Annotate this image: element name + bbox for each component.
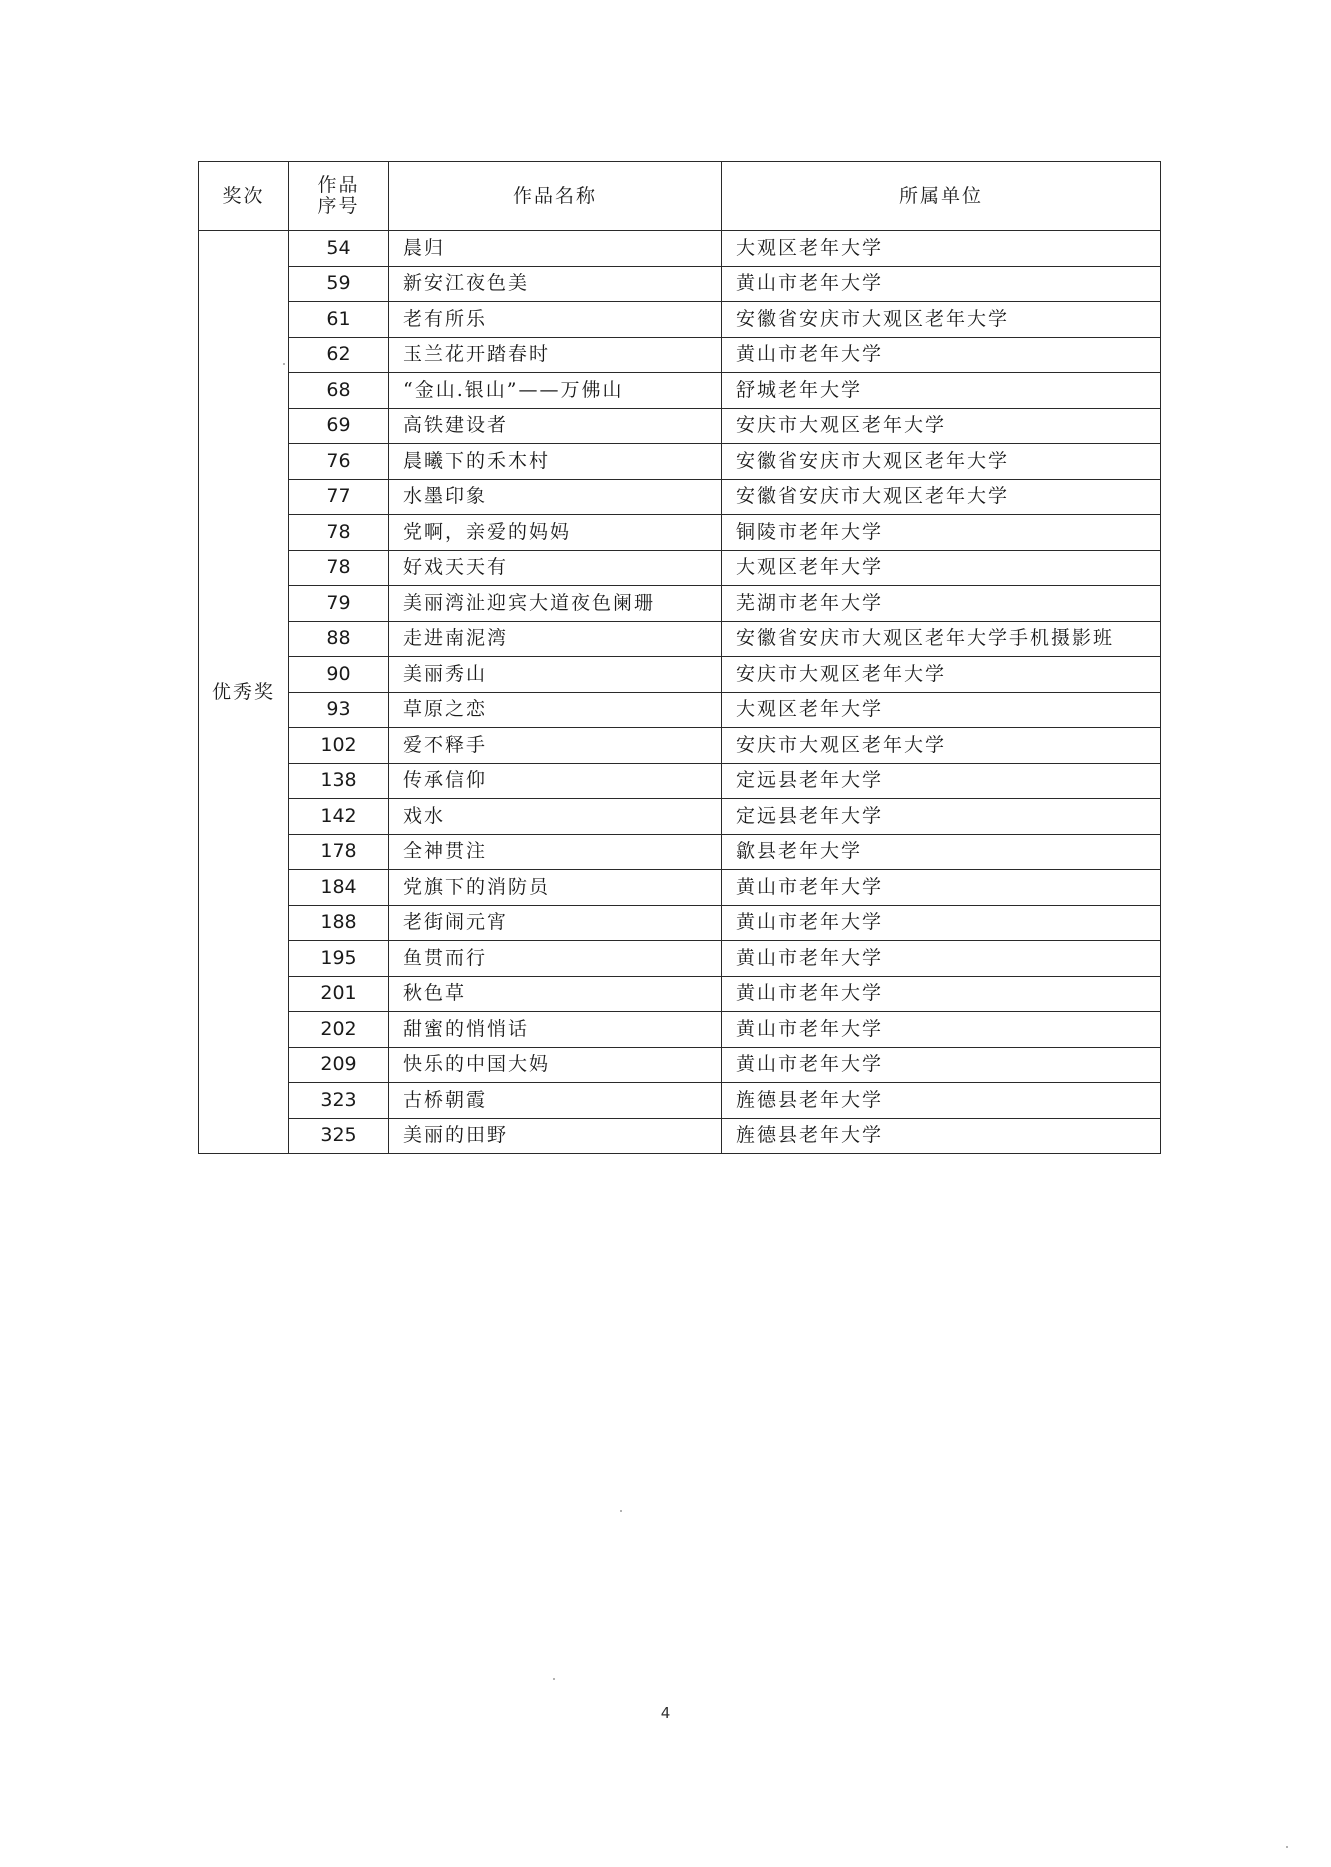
table-row bbox=[199, 657, 1161, 693]
entry-seq-cell: 77 bbox=[289, 479, 389, 515]
entry-unit-cell: 芜湖市老年大学 bbox=[722, 586, 1161, 622]
entry-title-cell: 好戏天天有 bbox=[389, 550, 722, 586]
entry-unit-cell: 铜陵市老年大学 bbox=[722, 515, 1161, 551]
scan-speck bbox=[553, 1678, 555, 1680]
entry-seq-cell: 76 bbox=[289, 444, 389, 480]
entry-title-cell: 走进南泥湾 bbox=[389, 621, 722, 657]
entry-title-cell: 甜蜜的悄悄话 bbox=[389, 1012, 722, 1048]
entry-unit-cell: 安徽省安庆市大观区老年大学 bbox=[722, 479, 1161, 515]
entry-unit-cell: 安徽省安庆市大观区老年大学手机摄影班 bbox=[722, 621, 1161, 657]
entry-unit-cell: 安庆市大观区老年大学 bbox=[722, 408, 1161, 444]
table-row bbox=[199, 728, 1161, 764]
entry-unit-cell: 黄山市老年大学 bbox=[722, 1047, 1161, 1083]
entry-seq-cell: 201 bbox=[289, 976, 389, 1012]
table-row bbox=[199, 1047, 1161, 1083]
entry-unit-cell: 大观区老年大学 bbox=[722, 692, 1161, 728]
entry-seq-cell: 68 bbox=[289, 373, 389, 409]
entry-unit-cell: 黄山市老年大学 bbox=[722, 905, 1161, 941]
entry-unit-cell: 安庆市大观区老年大学 bbox=[722, 657, 1161, 693]
header-unit: 所属单位 bbox=[722, 162, 1161, 231]
entry-title-cell: 玉兰花开踏春时 bbox=[389, 337, 722, 373]
entry-unit-cell: 黄山市老年大学 bbox=[722, 1012, 1161, 1048]
entry-title-cell: 秋色草 bbox=[389, 976, 722, 1012]
table-row bbox=[199, 515, 1161, 551]
entry-title-cell: 老有所乐 bbox=[389, 302, 722, 338]
table-row bbox=[199, 479, 1161, 515]
entry-seq-cell: 138 bbox=[289, 763, 389, 799]
table-row bbox=[199, 550, 1161, 586]
entry-seq-cell: 184 bbox=[289, 870, 389, 906]
table-row bbox=[199, 586, 1161, 622]
entry-seq-cell: 102 bbox=[289, 728, 389, 764]
entry-title-cell: “金山.银山”——万佛山 bbox=[389, 373, 722, 409]
entry-title-cell: 党啊，亲爱的妈妈 bbox=[389, 515, 722, 551]
table-row bbox=[199, 231, 1161, 267]
entry-seq-cell: 323 bbox=[289, 1083, 389, 1119]
entry-seq-cell: 78 bbox=[289, 515, 389, 551]
entry-seq-cell: 78 bbox=[289, 550, 389, 586]
header-seq bbox=[289, 162, 389, 231]
entry-unit-cell: 大观区老年大学 bbox=[722, 550, 1161, 586]
table-row bbox=[199, 905, 1161, 941]
entry-unit-cell: 安徽省安庆市大观区老年大学 bbox=[722, 302, 1161, 338]
table-body bbox=[199, 231, 1161, 1154]
entry-seq-cell: 325 bbox=[289, 1118, 389, 1154]
header-seq-line2: 序号 bbox=[317, 195, 360, 217]
entry-unit-cell: 旌德县老年大学 bbox=[722, 1083, 1161, 1119]
table-row bbox=[199, 870, 1161, 906]
entry-unit-cell: 黄山市老年大学 bbox=[722, 941, 1161, 977]
entry-title-cell: 水墨印象 bbox=[389, 479, 722, 515]
entry-seq-cell: 59 bbox=[289, 266, 389, 302]
entry-seq-cell: 61 bbox=[289, 302, 389, 338]
entry-seq-cell: 202 bbox=[289, 1012, 389, 1048]
entry-seq-cell: 195 bbox=[289, 941, 389, 977]
entry-unit-cell: 黄山市老年大学 bbox=[722, 976, 1161, 1012]
table-row bbox=[199, 444, 1161, 480]
entry-title-cell: 美丽湾沚迎宾大道夜色阑珊 bbox=[389, 586, 722, 622]
scan-speck bbox=[283, 363, 285, 365]
entry-title-cell: 晨归 bbox=[389, 231, 722, 267]
header-row bbox=[199, 162, 1161, 231]
entry-title-cell: 新安江夜色美 bbox=[389, 266, 722, 302]
entry-title-cell: 美丽的田野 bbox=[389, 1118, 722, 1154]
table-row bbox=[199, 266, 1161, 302]
entry-title-cell: 党旗下的消防员 bbox=[389, 870, 722, 906]
entry-seq-cell: 142 bbox=[289, 799, 389, 835]
table-row bbox=[199, 337, 1161, 373]
table-row bbox=[199, 799, 1161, 835]
award-level-cell: 优秀奖 bbox=[199, 231, 289, 1154]
table-row bbox=[199, 1118, 1161, 1154]
entry-unit-cell: 黄山市老年大学 bbox=[722, 870, 1161, 906]
entry-seq-cell: 62 bbox=[289, 337, 389, 373]
entry-seq-cell: 93 bbox=[289, 692, 389, 728]
scan-speck bbox=[1286, 1846, 1288, 1848]
page-number: 4 bbox=[660, 1704, 671, 1722]
scan-speck bbox=[620, 1510, 622, 1512]
entry-unit-cell: 旌德县老年大学 bbox=[722, 1118, 1161, 1154]
entry-unit-cell: 定远县老年大学 bbox=[722, 799, 1161, 835]
entry-title-cell: 快乐的中国大妈 bbox=[389, 1047, 722, 1083]
entry-title-cell: 草原之恋 bbox=[389, 692, 722, 728]
entry-unit-cell: 歙县老年大学 bbox=[722, 834, 1161, 870]
entry-seq-cell: 90 bbox=[289, 657, 389, 693]
table-row bbox=[199, 763, 1161, 799]
awards-table bbox=[198, 161, 1161, 1154]
header-award-level: 奖次 bbox=[199, 162, 289, 231]
entry-title-cell: 老街闹元宵 bbox=[389, 905, 722, 941]
table-row bbox=[199, 834, 1161, 870]
entry-title-cell: 全神贯注 bbox=[389, 834, 722, 870]
entry-seq-cell: 88 bbox=[289, 621, 389, 657]
entry-title-cell: 晨曦下的禾木村 bbox=[389, 444, 722, 480]
entry-unit-cell: 黄山市老年大学 bbox=[722, 266, 1161, 302]
entry-unit-cell: 大观区老年大学 bbox=[722, 231, 1161, 267]
entry-title-cell: 戏水 bbox=[389, 799, 722, 835]
entry-seq-cell: 69 bbox=[289, 408, 389, 444]
table-row bbox=[199, 1083, 1161, 1119]
header-title: 作品名称 bbox=[389, 162, 722, 231]
entry-unit-cell: 黄山市老年大学 bbox=[722, 337, 1161, 373]
entry-seq-cell: 79 bbox=[289, 586, 389, 622]
entry-seq-cell: 188 bbox=[289, 905, 389, 941]
entry-title-cell: 鱼贯而行 bbox=[389, 941, 722, 977]
table-row bbox=[199, 1012, 1161, 1048]
table-row bbox=[199, 408, 1161, 444]
entry-unit-cell: 定远县老年大学 bbox=[722, 763, 1161, 799]
entry-unit-cell: 安庆市大观区老年大学 bbox=[722, 728, 1161, 764]
table-row bbox=[199, 621, 1161, 657]
entry-title-cell: 爱不释手 bbox=[389, 728, 722, 764]
entry-seq-cell: 209 bbox=[289, 1047, 389, 1083]
table-row bbox=[199, 941, 1161, 977]
entry-title-cell: 高铁建设者 bbox=[389, 408, 722, 444]
header-seq-line1: 作品 bbox=[317, 174, 360, 197]
entry-unit-cell: 舒城老年大学 bbox=[722, 373, 1161, 409]
table-row bbox=[199, 302, 1161, 338]
entry-title-cell: 古桥朝霞 bbox=[389, 1083, 722, 1119]
table-row bbox=[199, 373, 1161, 409]
entry-unit-cell: 安徽省安庆市大观区老年大学 bbox=[722, 444, 1161, 480]
entry-title-cell: 美丽秀山 bbox=[389, 657, 722, 693]
entry-seq-cell: 178 bbox=[289, 834, 389, 870]
table-row bbox=[199, 692, 1161, 728]
table-header bbox=[199, 162, 1161, 231]
table-row bbox=[199, 976, 1161, 1012]
entry-title-cell: 传承信仰 bbox=[389, 763, 722, 799]
entry-seq-cell: 54 bbox=[289, 231, 389, 267]
